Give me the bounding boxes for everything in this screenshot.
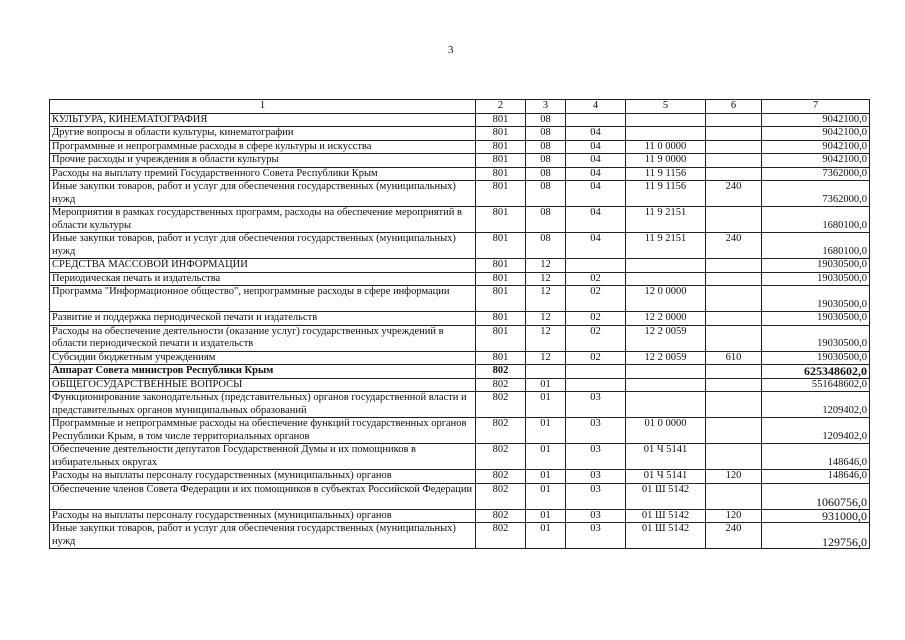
row-code-expense-type [706,259,762,273]
table-row [50,325,870,351]
row-code-target: 01 Ш 5142 [626,523,706,549]
row-code-admin: 801 [476,351,526,365]
row-code-target [626,392,706,418]
row-amount: 1209402,0 [762,418,870,444]
row-code-section: 01 [526,378,566,392]
row-code-expense-type [706,154,762,168]
row-label: Программные и непрограммные расходы в сфере культуры и искусства [50,140,476,154]
row-code-target [626,365,706,379]
row-amount: 1209402,0 [762,392,870,418]
row-amount: 1680100,0 [762,207,870,233]
row-code-subsection: 02 [566,272,626,286]
row-code-admin: 802 [476,444,526,470]
row-code-subsection [566,259,626,273]
column-header: 7 [762,100,870,114]
table-row [50,127,870,141]
row-amount: 7362000,0 [762,181,870,207]
table-row [50,509,870,523]
row-code-subsection: 03 [566,483,626,509]
row-code-expense-type: 610 [706,351,762,365]
row-code-target: 11 9 2151 [626,233,706,259]
column-header: 3 [526,100,566,114]
row-label: Развитие и поддержка периодической печати и издательств [50,312,476,326]
row-label: СРЕДСТВА МАССОВОЙ ИНФОРМАЦИИ [50,259,476,273]
row-code-expense-type [706,286,762,312]
row-code-subsection: 03 [566,392,626,418]
row-code-section: 08 [526,233,566,259]
table-row [50,140,870,154]
row-code-section: 01 [526,444,566,470]
row-amount: 625348602,0 [762,365,870,379]
row-code-expense-type: 240 [706,523,762,549]
table-row [50,181,870,207]
row-code-target [626,259,706,273]
row-label: Расходы на обеспечение деятельности (оказание услуг) государственных учреждений в области периодической печати и издательств [50,325,476,351]
row-code-subsection: 04 [566,181,626,207]
table-row [50,272,870,286]
row-code-target: 12 2 0000 [626,312,706,326]
row-amount: 129756,0 [762,523,870,549]
row-code-admin: 801 [476,286,526,312]
row-label: Расходы на выплату премий Государственного Совета Республики Крым [50,167,476,181]
table-row [50,259,870,273]
column-header: 6 [706,100,762,114]
table-row [50,444,870,470]
row-code-subsection: 04 [566,167,626,181]
row-amount: 9042100,0 [762,127,870,141]
row-code-target: 01 Ч 5141 [626,470,706,484]
row-code-admin: 801 [476,233,526,259]
table-row [50,167,870,181]
row-code-target: 01 Ш 5142 [626,509,706,523]
row-amount: 9042100,0 [762,154,870,168]
table-row [50,207,870,233]
table-row [50,365,870,379]
row-code-subsection: 03 [566,523,626,549]
row-amount: 7362000,0 [762,167,870,181]
row-label: ОБЩЕГОСУДАРСТВЕННЫЕ ВОПРОСЫ [50,378,476,392]
row-code-admin: 802 [476,418,526,444]
table-row [50,483,870,509]
table-row [50,312,870,326]
row-code-subsection: 04 [566,127,626,141]
table-row [50,418,870,444]
row-code-section: 01 [526,523,566,549]
row-label: Мероприятия в рамках государственных программ, расходы на обеспечение мероприятий в области культуры [50,207,476,233]
row-code-expense-type [706,113,762,127]
row-code-expense-type [706,207,762,233]
row-code-subsection: 03 [566,509,626,523]
table-row [50,351,870,365]
row-code-target: 12 2 0059 [626,325,706,351]
row-code-target: 11 0 0000 [626,140,706,154]
row-code-subsection: 03 [566,418,626,444]
row-label: Субсидии бюджетным учреждениям [50,351,476,365]
row-label: Программные и непрограммные расходы на обеспечение функций государственных органов Республики Крым, в том числе территориальных органов [50,418,476,444]
row-code-expense-type [706,365,762,379]
table-header-row [50,100,870,114]
row-code-admin: 802 [476,392,526,418]
table-row [50,113,870,127]
row-code-expense-type [706,418,762,444]
row-code-section: 08 [526,207,566,233]
row-code-section: 12 [526,312,566,326]
row-label: Иные закупки товаров, работ и услуг для обеспечения государственных (муниципальных) нужд [50,233,476,259]
table-row [50,470,870,484]
row-code-admin: 801 [476,181,526,207]
column-header: 5 [626,100,706,114]
row-code-subsection: 03 [566,444,626,470]
row-amount: 19030500,0 [762,325,870,351]
row-amount: 931000,0 [762,509,870,523]
row-code-expense-type [706,325,762,351]
row-code-expense-type: 120 [706,470,762,484]
row-code-expense-type [706,444,762,470]
row-code-expense-type: 120 [706,509,762,523]
row-code-subsection [566,378,626,392]
row-code-section: 08 [526,181,566,207]
row-code-target: 12 2 0059 [626,351,706,365]
table-row [50,286,870,312]
row-code-section: 08 [526,140,566,154]
row-label: Обеспечение членов Совета Федерации и их помощников в субъектах Российской Федерации [50,483,476,509]
row-code-expense-type: 240 [706,233,762,259]
row-code-section: 12 [526,325,566,351]
row-code-subsection: 04 [566,233,626,259]
page-number: 3 [448,44,454,56]
row-code-section: 01 [526,483,566,509]
row-label: Иные закупки товаров, работ и услуг для обеспечения государственных (муниципальных) нужд [50,181,476,207]
row-code-expense-type [706,127,762,141]
row-code-target [626,378,706,392]
row-code-section [526,365,566,379]
row-code-admin: 801 [476,312,526,326]
row-code-admin: 802 [476,378,526,392]
row-amount: 19030500,0 [762,272,870,286]
row-amount: 1060756,0 [762,483,870,509]
row-label: Иные закупки товаров, работ и услуг для обеспечения государственных (муниципальных) нужд [50,523,476,549]
row-code-admin: 801 [476,154,526,168]
row-code-target: 11 9 2151 [626,207,706,233]
row-code-subsection: 03 [566,470,626,484]
row-label: Программа "Информационное общество", непрограммные расходы в сфере информации [50,286,476,312]
column-header: 2 [476,100,526,114]
row-code-target: 11 9 1156 [626,181,706,207]
row-code-admin: 801 [476,207,526,233]
row-amount: 148646,0 [762,470,870,484]
row-code-admin: 801 [476,127,526,141]
row-code-admin: 801 [476,140,526,154]
row-code-section: 08 [526,167,566,181]
row-code-expense-type [706,272,762,286]
row-code-target [626,272,706,286]
row-code-subsection: 02 [566,286,626,312]
table-row [50,392,870,418]
row-code-target [626,113,706,127]
row-code-subsection [566,365,626,379]
row-label: КУЛЬТУРА, КИНЕМАТОГРАФИЯ [50,113,476,127]
row-code-section: 12 [526,286,566,312]
table-row [50,154,870,168]
row-code-admin: 801 [476,325,526,351]
row-code-admin: 801 [476,272,526,286]
row-label: Расходы на выплаты персоналу государственных (муниципальных) органов [50,470,476,484]
row-code-section: 01 [526,418,566,444]
row-label: Другие вопросы в области культуры, кинематографии [50,127,476,141]
row-code-target: 01 Ш 5142 [626,483,706,509]
row-code-expense-type [706,140,762,154]
row-code-target: 11 9 0000 [626,154,706,168]
row-code-section: 12 [526,259,566,273]
row-code-expense-type [706,483,762,509]
row-code-subsection: 02 [566,325,626,351]
row-code-target: 12 0 0000 [626,286,706,312]
row-code-expense-type [706,167,762,181]
row-code-section: 08 [526,127,566,141]
row-code-admin: 802 [476,523,526,549]
row-amount: 1680100,0 [762,233,870,259]
row-code-section: 12 [526,351,566,365]
row-code-expense-type [706,312,762,326]
row-code-section: 08 [526,154,566,168]
row-code-subsection: 02 [566,351,626,365]
row-label: Расходы на выплаты персоналу государственных (муниципальных) органов [50,509,476,523]
budget-table [49,99,870,549]
row-code-admin: 802 [476,365,526,379]
row-code-subsection: 04 [566,140,626,154]
row-label: Периодическая печать и издательства [50,272,476,286]
row-label: Функционирование законодательных (представительных) органов государственной власти и представительных органов муниципальных образований [50,392,476,418]
row-amount: 19030500,0 [762,286,870,312]
row-label: Аппарат Совета министров Республики Крым [50,365,476,379]
row-label: Прочие расходы и учреждения в области культуры [50,154,476,168]
row-code-admin: 802 [476,483,526,509]
row-code-subsection: 02 [566,312,626,326]
row-code-admin: 801 [476,259,526,273]
column-header: 4 [566,100,626,114]
row-code-target: 11 9 1156 [626,167,706,181]
row-amount: 9042100,0 [762,113,870,127]
row-code-subsection [566,113,626,127]
table-row [50,378,870,392]
row-code-subsection: 04 [566,207,626,233]
row-label: Обеспечение деятельности депутатов Государственной Думы и их помощников в избирательных округах [50,444,476,470]
row-code-target: 01 0 0000 [626,418,706,444]
table-row [50,233,870,259]
row-amount: 19030500,0 [762,312,870,326]
row-amount: 19030500,0 [762,351,870,365]
table-body [50,113,870,549]
row-amount: 148646,0 [762,444,870,470]
row-amount: 19030500,0 [762,259,870,273]
table-row [50,523,870,549]
row-code-section: 12 [526,272,566,286]
row-code-admin: 802 [476,470,526,484]
row-code-section: 01 [526,470,566,484]
row-amount: 551648602,0 [762,378,870,392]
row-amount: 9042100,0 [762,140,870,154]
row-code-section: 01 [526,509,566,523]
row-code-subsection: 04 [566,154,626,168]
row-code-admin: 801 [476,167,526,181]
row-code-section: 08 [526,113,566,127]
row-code-expense-type [706,392,762,418]
row-code-expense-type [706,378,762,392]
row-code-admin: 802 [476,509,526,523]
row-code-expense-type: 240 [706,181,762,207]
row-code-admin: 801 [476,113,526,127]
row-code-section: 01 [526,392,566,418]
row-code-target: 01 Ч 5141 [626,444,706,470]
row-code-target [626,127,706,141]
column-header: 1 [50,100,476,114]
